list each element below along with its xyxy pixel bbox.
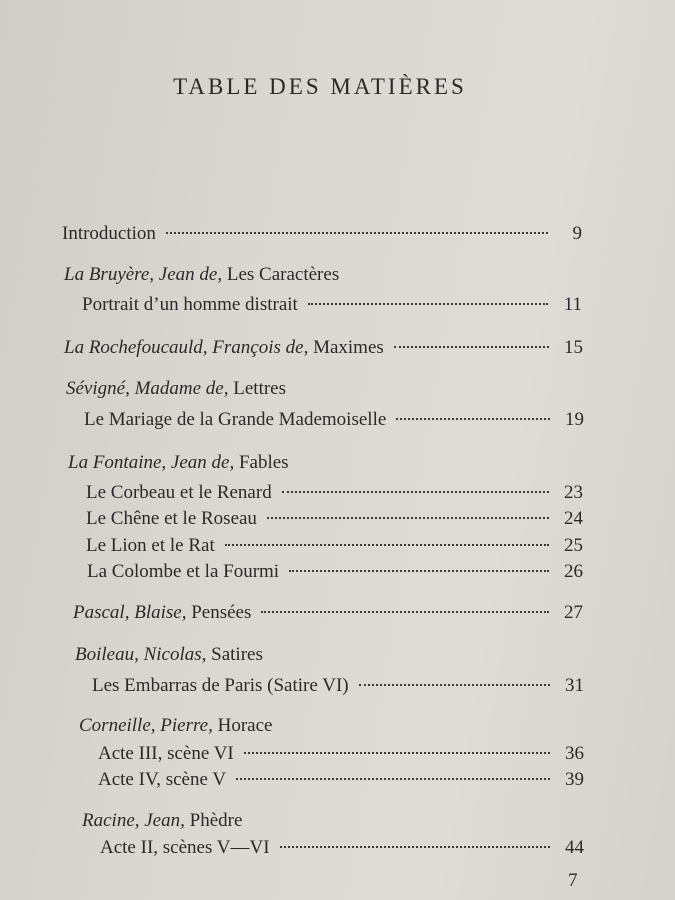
dot-leader <box>236 778 550 780</box>
dot-leader <box>394 346 549 348</box>
dot-leader <box>267 517 549 519</box>
toc-entry <box>73 602 583 624</box>
toc-entry <box>98 743 584 765</box>
toc-entry <box>84 409 584 431</box>
author-name: Boileau, Nicolas, <box>75 644 207 665</box>
toc-page-number: 25 <box>564 535 583 556</box>
toc-entry-label: Le Chêne et le Roseau <box>86 508 257 529</box>
work-title: Pensées <box>191 602 252 623</box>
toc-entry <box>86 482 583 504</box>
toc-entry-label: Acte II, scènes V—VI <box>100 837 270 858</box>
toc-page-number: 36 <box>565 743 584 764</box>
toc-entry <box>86 535 583 557</box>
toc-page-number: 24 <box>564 508 583 529</box>
toc-entry <box>64 337 583 359</box>
toc-author-heading <box>79 715 272 737</box>
toc-author-heading <box>75 644 263 666</box>
work-title: Satires <box>211 644 263 665</box>
work-title: Les Caractères <box>226 264 340 285</box>
toc-entry <box>82 294 582 316</box>
work-title: Lettres <box>233 378 287 399</box>
dot-leader <box>282 491 549 493</box>
toc-page-number: 26 <box>564 561 583 582</box>
toc-entry-label: Acte III, scène VI <box>98 743 234 764</box>
work-title: Phèdre <box>189 810 243 831</box>
author-name: La Rochefoucauld, François de, <box>64 337 309 358</box>
author-name: Pascal, Blaise, <box>73 602 187 623</box>
toc-entry-label <box>73 602 261 624</box>
toc-page-number: 9 <box>572 223 582 244</box>
page-title: TABLE DES MATIÈRES <box>173 74 467 99</box>
author-name: La Bruyère, Jean de, <box>64 264 223 285</box>
dot-leader <box>261 611 549 613</box>
toc-entry-label: Acte IV, scène V <box>98 769 227 790</box>
toc-entry <box>98 769 584 791</box>
toc-page-number: 44 <box>565 837 584 858</box>
toc-entry-label: Introduction <box>62 223 156 244</box>
dot-leader <box>166 232 548 234</box>
toc-page-number: 39 <box>565 769 584 790</box>
toc-author-heading <box>68 452 289 474</box>
toc-author-heading <box>82 810 242 832</box>
toc-page-number: 19 <box>565 409 584 430</box>
work-title: Horace <box>217 715 273 736</box>
page-folio: 7 <box>568 870 578 891</box>
toc-author-heading <box>66 378 286 400</box>
author-name: Racine, Jean, <box>82 810 185 831</box>
author-name: Sévigné, Madame de, <box>66 378 229 399</box>
toc-entry-introduction <box>62 223 582 245</box>
author-name: La Fontaine, Jean de, <box>68 452 235 473</box>
dot-leader <box>308 303 548 305</box>
toc-entry-label: Le Corbeau et le Renard <box>86 482 272 503</box>
dot-leader <box>280 846 550 848</box>
toc-entry <box>92 675 584 697</box>
dot-leader <box>359 684 550 686</box>
toc-entry <box>86 508 583 530</box>
toc-entry-label: La Colombe et la Fourmi <box>87 561 280 582</box>
toc-page-number: 15 <box>564 337 583 358</box>
dot-leader <box>225 544 549 546</box>
toc-page-number: 27 <box>564 602 583 623</box>
toc-page-number: 23 <box>564 482 583 503</box>
toc-entry-label: Le Lion et le Rat <box>86 535 215 556</box>
toc-author-heading <box>64 264 339 286</box>
toc-entry <box>87 561 583 583</box>
toc-entry-label: Le Mariage de la Grande Mademoiselle <box>84 409 387 430</box>
dot-leader <box>244 752 550 754</box>
work-title: Maximes <box>313 337 384 358</box>
work-title: Fables <box>238 452 289 473</box>
toc-page-number: 11 <box>563 294 582 315</box>
toc-entry <box>100 837 584 859</box>
toc-entry-label: Portrait d’un homme distrait <box>82 294 298 315</box>
toc-entry-label <box>64 337 394 359</box>
dot-leader <box>289 570 549 572</box>
toc-entry-label: Les Embarras de Paris (Satire VI) <box>92 675 349 696</box>
author-name: Corneille, Pierre, <box>79 715 213 736</box>
dot-leader <box>396 418 550 420</box>
toc-page-number: 31 <box>565 675 584 696</box>
